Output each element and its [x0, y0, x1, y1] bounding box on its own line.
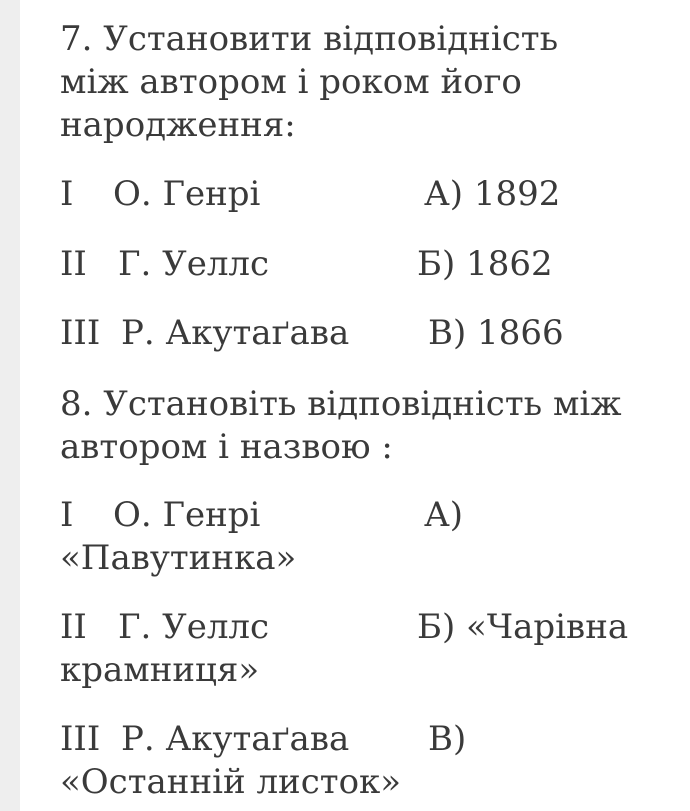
question-7-heading-line-3: народження: — [60, 105, 296, 145]
answer-option: Б) 1862 — [417, 244, 553, 284]
answer-letter: В) — [428, 719, 467, 759]
answer-option: А) 1892 — [424, 174, 561, 214]
left-margin-bar — [0, 0, 20, 811]
question-7-heading-line-2: між автором і роком його — [60, 62, 522, 102]
question-8-heading-line-1: 8. Установіть відповідність між — [60, 384, 622, 424]
answer-option: В) 1866 — [428, 313, 564, 353]
row-number: III — [60, 313, 101, 353]
row-number: I — [60, 174, 74, 214]
author-name: Р. Акутаґава — [121, 719, 350, 759]
question-8-heading-line-2: автором і назвою : — [60, 427, 393, 467]
answer-letter: А) — [424, 495, 464, 535]
author-name: О. Генрі — [113, 174, 261, 214]
author-name: Г. Уеллс — [118, 244, 270, 284]
work-title: крамниця» — [60, 650, 260, 690]
answer-letter: Б) «Чарівна — [417, 607, 629, 647]
question-7-heading-line-1: 7. Установити відповідність — [60, 19, 559, 59]
row-number: III — [60, 719, 101, 759]
work-title: «Останній листок» — [60, 762, 402, 802]
row-number: II — [60, 244, 87, 284]
row-number: I — [60, 495, 74, 535]
row-number: II — [60, 607, 87, 647]
author-name: О. Генрі — [113, 495, 261, 535]
author-name: Г. Уеллс — [118, 607, 270, 647]
author-name: Р. Акутаґава — [121, 313, 350, 353]
work-title: «Павутинка» — [60, 538, 297, 578]
